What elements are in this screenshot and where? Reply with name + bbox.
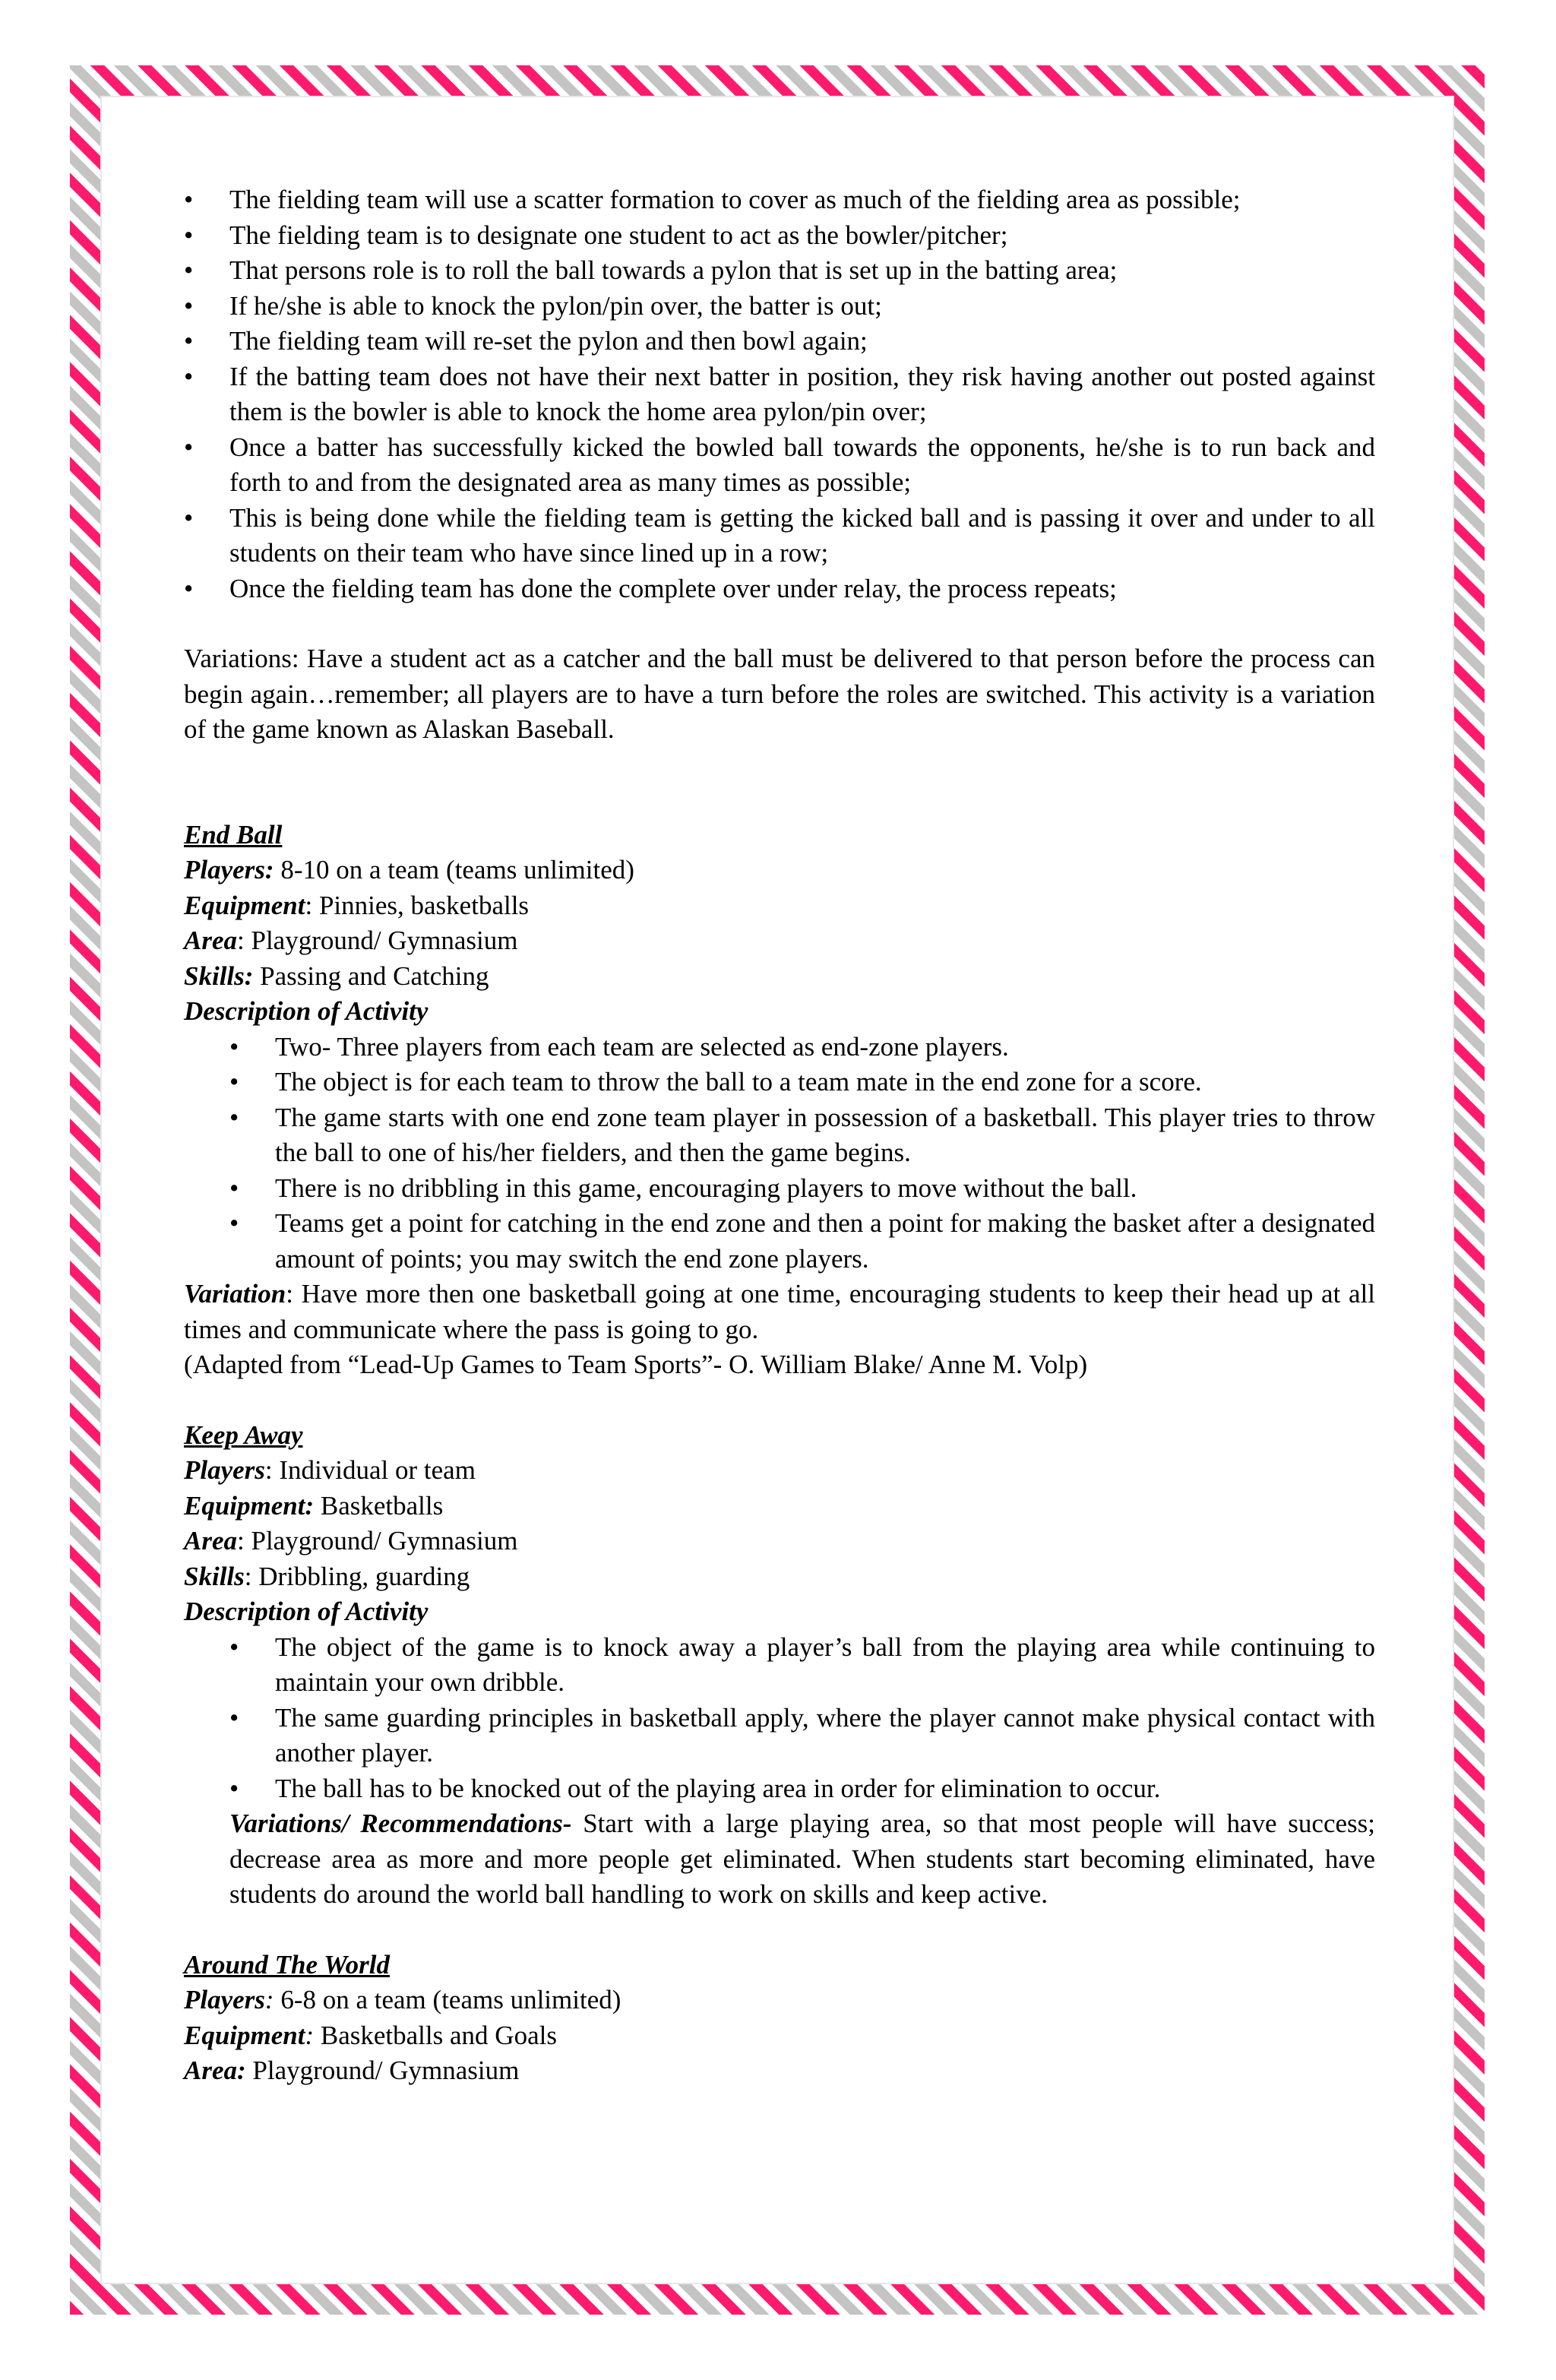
skills-label: Skills: [184, 1561, 245, 1591]
variations-value: Start with a large playing area, so that most people will have success; decrease area as more and more people get eliminated. When students start becoming eliminated, have students do around the world ball handling to work on skills and keep active.: [229, 1809, 1375, 1909]
list-item: • This is being done while the fielding team is getting the kicked ball and is passing it over and under to all students on their team who have since lined up in a row;: [184, 501, 1375, 571]
description-list: [184, 1030, 1375, 1277]
area-value: Playground/ Gymnasium: [245, 2056, 520, 2085]
players-line: [184, 853, 1375, 888]
list-item: • There is no dribbling in this game, encouraging players to move without the ball.: [275, 1171, 1375, 1207]
skills-value: : Dribbling, guarding: [244, 1561, 470, 1591]
area-line: [184, 2053, 1375, 2089]
variation-paragraph: [184, 1277, 1375, 1347]
description-list: [184, 1630, 1375, 1807]
section-keep-away: [184, 1418, 1375, 1913]
intro-bullet-list: [184, 182, 1375, 606]
section-title: Around The World: [184, 1949, 391, 1980]
list-item: • The fielding team will re-set the pylon and then bowl again;: [184, 324, 1375, 359]
list-item: • The object of the game is to knock away a player’s ball from the playing area while continuing to maintain your own dribble.: [275, 1630, 1375, 1701]
list-item: • The fielding team will use a scatter formation to cover as much of the fielding area as possible;: [184, 182, 1375, 218]
skills-line: [184, 1559, 1375, 1595]
players-value: 8-10 on a team (teams unlimited): [274, 855, 634, 885]
description-heading: Description of Activity: [184, 1597, 429, 1626]
equipment-line: [184, 1489, 1375, 1524]
skills-line: [184, 959, 1375, 995]
area-label: Area: [184, 926, 237, 955]
players-colon: :: [264, 1985, 274, 2014]
players-label: Players: [184, 1455, 265, 1485]
equipment-line: [184, 2018, 1375, 2054]
players-value: 6-8 on a team (teams unlimited): [274, 1985, 621, 2014]
list-item: • The game starts with one end zone team player in possession of a basketball. This player tries to throw the ball to one of his/her fielders, and then the game begins.: [275, 1100, 1375, 1171]
equipment-label: Equipment: [184, 890, 305, 920]
description-heading: Description of Activity: [184, 996, 429, 1026]
section-title: End Ball: [184, 819, 283, 850]
section-title: Keep Away: [184, 1419, 303, 1450]
list-item: • Once the fielding team has done the complete over under relay, the process repeats;: [184, 571, 1375, 607]
list-item: • Once a batter has successfully kicked the bowled ball towards the opponents, he/she is to run back and forth to and from the designated area as many times as possible;: [184, 430, 1375, 501]
equipment-colon: :: [305, 2020, 315, 2050]
list-item: • The object is for each team to throw the ball to a team mate in the end zone for a score.: [275, 1065, 1375, 1100]
equipment-line: [184, 888, 1375, 924]
section-around-the-world: [184, 1948, 1375, 2089]
variation-value: : Have more then one basketball going at one time, encouraging students to keep their head up at all times and communicate where the pass is going to go.: [184, 1279, 1375, 1344]
equipment-label: Equipment: [184, 2020, 305, 2050]
players-value: : Individual or team: [264, 1455, 476, 1485]
players-label: Players: [184, 1985, 265, 2014]
area-line: [184, 1524, 1375, 1559]
list-item: • The ball has to be knocked out of the playing area in order for elimination to occur.: [275, 1771, 1375, 1807]
area-value: : Playground/ Gymnasium: [237, 926, 518, 955]
list-item: • If he/she is able to knock the pylon/pin over, the batter is out;: [184, 289, 1375, 324]
equipment-value: Basketballs: [314, 1490, 444, 1521]
source-citation: (Adapted from “Lead-Up Games to Team Sports”- O. William Blake/ Anne M. Volp): [184, 1350, 1088, 1379]
list-item: • The same guarding principles in basketball apply, where the player cannot make physical contact with another player.: [275, 1701, 1375, 1771]
page-content: [184, 182, 1375, 2089]
players-label: Players:: [184, 855, 274, 885]
list-item: • Two- Three players from each team are selected as end-zone players.: [275, 1030, 1375, 1065]
list-item: • That persons role is to roll the ball towards a pylon that is set up in the batting area;: [184, 253, 1375, 289]
players-line: [184, 1453, 1375, 1489]
area-label: Area: [184, 1526, 237, 1556]
area-value: : Playground/ Gymnasium: [237, 1526, 518, 1556]
area-label: Area:: [184, 2056, 246, 2085]
skills-label: Skills:: [184, 961, 254, 991]
list-item: • Teams get a point for catching in the end zone and then a point for making the basket after a designated amount of points; you may switch the end zone players.: [275, 1206, 1375, 1277]
area-line: [184, 923, 1375, 959]
equipment-label: Equipment:: [184, 1490, 315, 1521]
variations-recommendations: [184, 1806, 1375, 1913]
section-end-ball: [184, 818, 1375, 1383]
list-item: • The fielding team is to designate one student to act as the bowler/pitcher;: [184, 218, 1375, 254]
equipment-value: Basketballs and Goals: [314, 2020, 557, 2050]
variations-label: Variations/ Recommendations-: [229, 1809, 572, 1838]
variation-label: Variation: [184, 1279, 286, 1309]
variations-paragraph: Variations: Have a student act as a catcher and the ball must be delivered to that person before the process can begin again…remember; all players are to have a turn before the roles are switched. This activity is a variation of the game known as Alaskan Baseball.: [184, 644, 1375, 744]
players-line: [184, 1983, 1375, 2018]
equipment-value: : Pinnies, basketballs: [305, 890, 530, 920]
skills-value: Passing and Catching: [253, 961, 489, 991]
list-item: • If the batting team does not have their next batter in position, they risk having another out posted against them is the bowler is able to knock the home area pylon/pin over;: [184, 359, 1375, 430]
